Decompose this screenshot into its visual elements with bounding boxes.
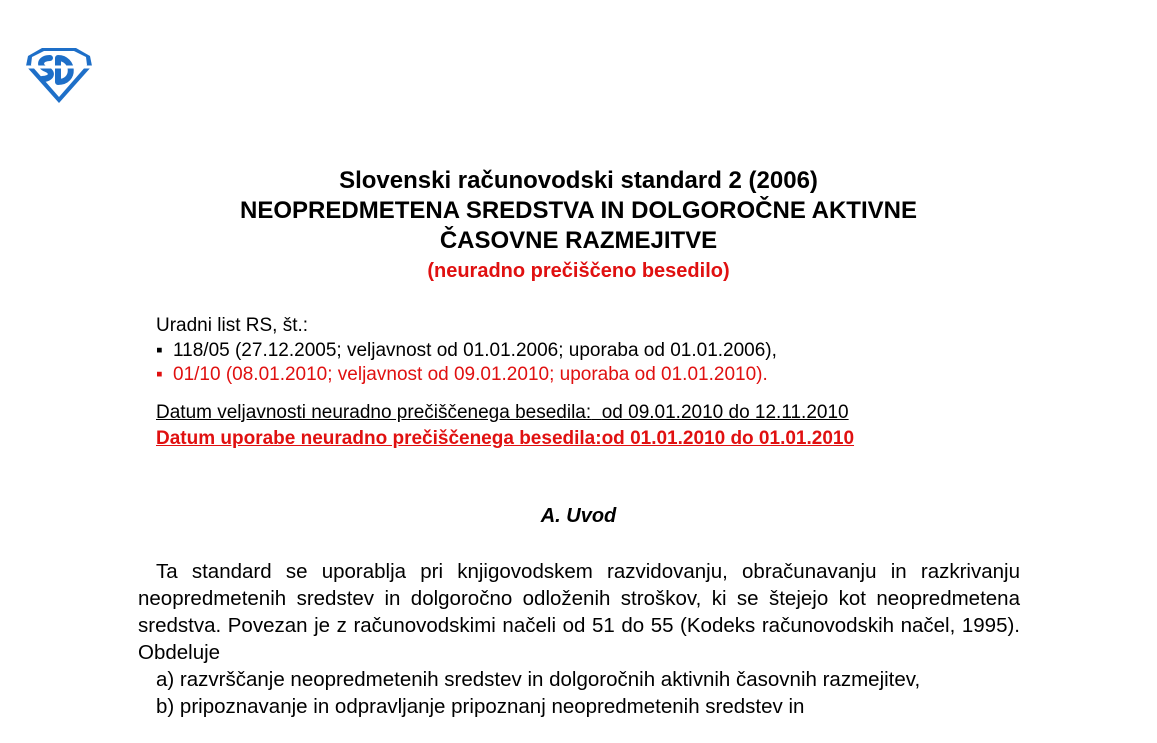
- gazette-entry: [156, 339, 777, 364]
- title-line-1: Slovenski računovodski standard 2 (2006): [339, 167, 818, 194]
- gazette-entry: [156, 363, 777, 388]
- title-subtitle: (neuradno prečiščeno besedilo): [427, 260, 730, 282]
- usage-label: Datum uporabe neuradno prečiščenega besedila:: [156, 428, 602, 449]
- logo: [22, 48, 96, 104]
- gazette-entry-text: 01/10 (08.01.2010; veljavnost od 09.01.2010; uporaba od 01.01.2010).: [173, 364, 768, 385]
- bullet-icon: ▪: [156, 364, 163, 385]
- logo-icon: [22, 48, 96, 104]
- usage-row: [156, 426, 854, 452]
- gazette-references: [156, 314, 777, 388]
- bullet-icon: ▪: [156, 339, 163, 361]
- gazette-entry-text: 118/05 (27.12.2005; veljavnost od 01.01.2006; uporaba od 01.01.2006),: [173, 339, 777, 361]
- list-item: b) pripoznavanje in odpravljanje pripoznanj neopredmetenih sredstev in: [156, 695, 805, 718]
- section-heading: A. Uvod: [540, 505, 617, 527]
- gazette-heading: Uradni list RS, št.:: [156, 315, 309, 336]
- document-title: [0, 166, 1157, 286]
- validity-label: Datum veljavnosti neuradno prečiščenega besedila:: [156, 402, 592, 423]
- intro-paragraph: Ta standard se uporablja pri knjigovodskem razvidovanju, obračunavanju in razkrivanju neopredmetenih sredstev in dolgoročno odloženih stroškov, ki se štejejo kot neopredmetena sredstva. Povezan je z računovodskimi načeli od 51 do 55 (Kodeks računovodskih načel, 1995). Obdeluje: [138, 560, 1020, 664]
- title-line-3: ČASOVNE RAZMEJITVE: [439, 227, 718, 254]
- body-text: [138, 558, 1020, 720]
- list-item: a) razvrščanje neopredmetenih sredstev in dolgoročnih aktivnih časovnih razmejitev,: [156, 668, 921, 691]
- validity-row: [156, 400, 854, 426]
- title-line-2: NEOPREDMETENA SREDSTVA IN DOLGOROČNE AKTIVNE: [240, 197, 917, 224]
- validity-value: od 09.01.2010 do 12.11.2010: [601, 402, 849, 423]
- usage-value: od 01.01.2010 do 01.01.2010: [601, 428, 855, 449]
- validity-dates: [156, 400, 854, 452]
